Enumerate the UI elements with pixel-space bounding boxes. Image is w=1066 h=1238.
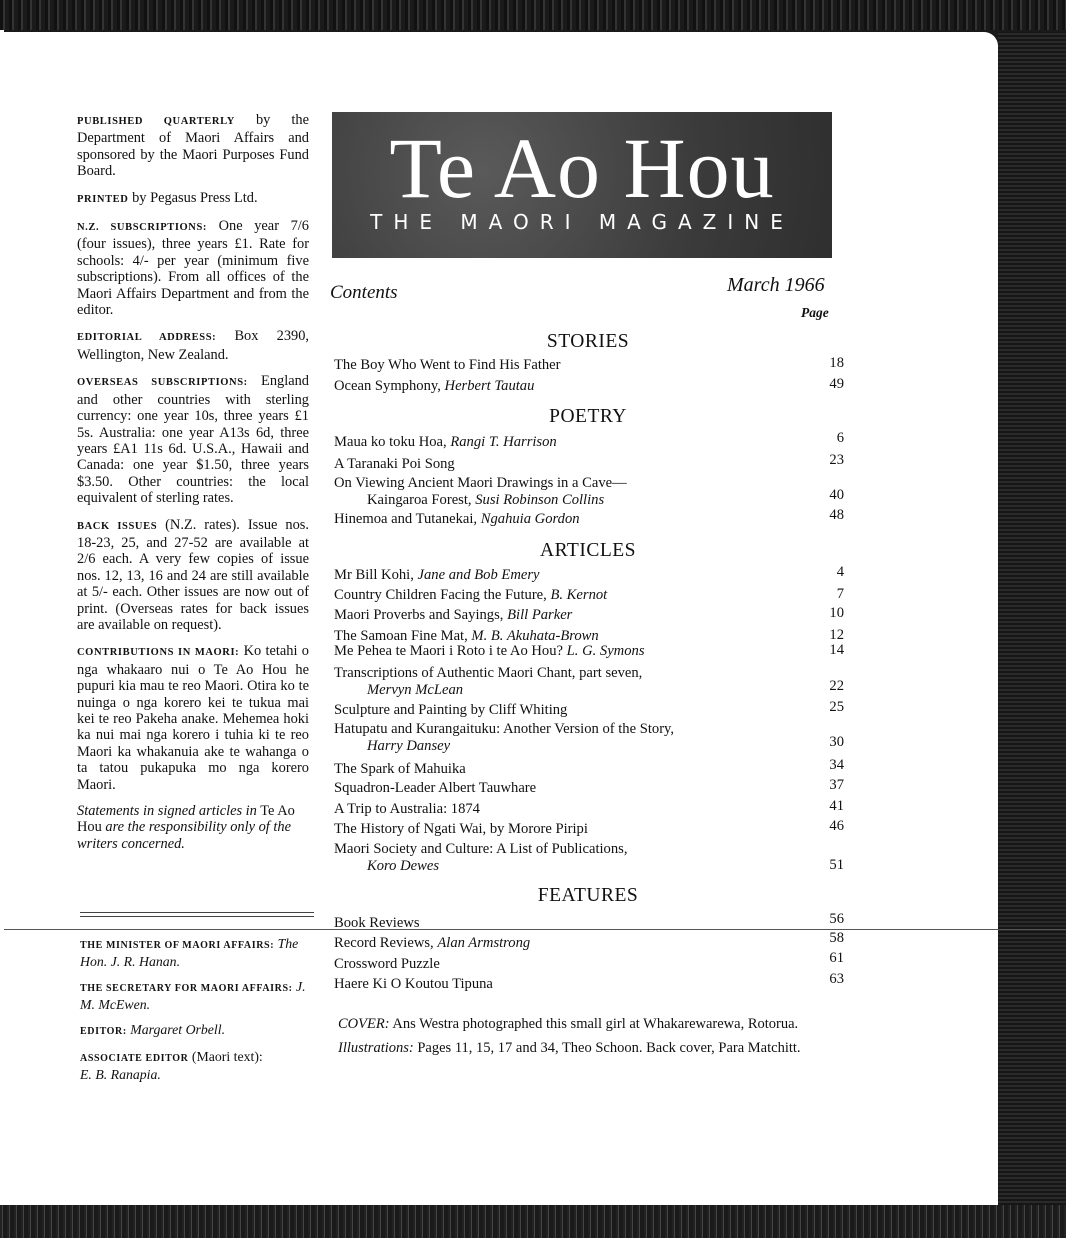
masthead-title: Te Ao Hou <box>389 120 775 216</box>
contributions-paragraph <box>77 643 309 793</box>
toc-entry-author: L. G. Symons <box>566 643 645 659</box>
toc-entry-page: 61 <box>829 950 844 966</box>
toc-entry-author: Herbert Tautau <box>444 378 535 394</box>
section-heading-poetry: POETRY <box>549 406 627 427</box>
toc-entry-author: Ngahuia Gordon <box>480 511 580 527</box>
toc-entry-title-line <box>334 434 774 451</box>
section-heading-articles: ARTICLES <box>540 540 636 561</box>
illustrations-text: Pages 11, 15, 17 and 34, Theo Schoon. Back cover, Para Matchitt. <box>417 1040 801 1056</box>
staff-credits <box>80 936 316 1092</box>
toc-entry <box>334 971 844 993</box>
toc-entry-author: Susi Robinson Collins <box>475 491 605 508</box>
toc-entry-page: 46 <box>829 818 844 834</box>
toc-entry <box>334 757 844 778</box>
toc-entry-page: 48 <box>829 507 844 523</box>
toc-entry-page: 23 <box>829 452 844 468</box>
toc-entry-page: 22 <box>829 678 844 694</box>
toc-entry-title: Record Reviews, <box>334 935 434 951</box>
issue-date: March 1966 <box>727 274 825 296</box>
overseas-subscriptions-label: OVERSEAS SUBSCRIPTIONS: <box>77 377 248 389</box>
masthead <box>332 112 832 258</box>
toc-entry-page: 40 <box>829 487 844 503</box>
toc-entry-title: Hinemoa and Tutanekai, <box>334 511 478 527</box>
toc-entry-title: The Samoan Fine Mat, <box>334 628 468 644</box>
associate-editor-line <box>80 1049 316 1083</box>
toc-entry-page: 49 <box>829 376 844 392</box>
toc-entry <box>334 430 844 451</box>
contributions-text: Ko tetahi o nga whakaaro nui o Te Ao Hou he pupuri kia mau te reo Maori. Otira ko te nuinga o nga korero kei te tukua mai kei te reo Pakeha anake. Mehemea hoki ka nui mai nga korero i tuhia ki te reo Maori ka whakanuia ake te wahanga o ta tatou pukapuka mo nga korero Maori. <box>77 643 309 793</box>
editorial-address-paragraph <box>77 328 309 363</box>
toc-entry-title: The Spark of Mahuika <box>334 761 466 777</box>
toc-entry <box>334 699 844 719</box>
toc-entry <box>334 587 844 604</box>
published-label: PUBLISHED QUARTERLY <box>77 116 235 127</box>
statement-paragraph <box>77 803 309 852</box>
editor-label: EDITOR: <box>80 1026 127 1037</box>
toc-entry-author: Harry Dansey <box>367 737 451 754</box>
toc-entry-page: 10 <box>829 605 844 621</box>
toc-entry <box>334 452 844 473</box>
toc-entry <box>334 798 844 818</box>
toc-entry-title: A Taranaki Poi Song <box>334 456 455 472</box>
toc-entry-page: 7 <box>836 586 844 602</box>
toc-entry-author: Jane and Bob Emery <box>417 567 540 583</box>
toc-entry-title-line <box>334 761 774 778</box>
overseas-subscriptions-text: England and other countries with sterling currency: one year 10s, three years £1 5s. Australia: one year A13s 6d, three years £A1 11s 6d. U.S.A., Hawaii and Canada: one year $1.50, three years $3.50. Other countries: the local equivalent of sterling rates. <box>77 373 309 507</box>
toc-entry-title: Ocean Symphony, <box>334 378 441 394</box>
toc-entry-title-line <box>334 587 774 604</box>
associate-editor-label: ASSOCIATE EDITOR <box>80 1053 189 1064</box>
toc-entry <box>334 607 844 624</box>
secretary-name: J. M. McEwen. <box>80 979 306 1012</box>
cover-text: Ans Westra photographed this small girl at Whakarewarewa, Rotorua. <box>392 1016 799 1032</box>
printed-paragraph <box>77 190 309 208</box>
toc-entry-title: The History of Ngati Wai, by Morore Piripi <box>334 821 588 837</box>
toc-entry <box>334 475 844 508</box>
toc-entry <box>334 564 844 584</box>
toc-entry <box>334 643 844 660</box>
published-text: by the Department of Maori Affairs and sponsored by the Maori Purposes Fund Board. <box>77 112 309 180</box>
toc-entry-title: Transcriptions of Authentic Maori Chant, part seven, <box>334 665 643 681</box>
cover-note <box>338 1016 848 1033</box>
toc-entry-page: 41 <box>829 798 844 814</box>
editor-name: Margaret Orbell. <box>130 1022 226 1037</box>
toc-entry <box>334 950 844 973</box>
toc-entry-title: The Boy Who Went to Find His Father <box>334 357 561 373</box>
publication-info-column <box>77 112 309 862</box>
toc-entry-title-line <box>334 357 774 374</box>
section-heading-stories: STORIES <box>546 331 630 352</box>
scan-border-right <box>998 32 1066 1205</box>
minister-label: THE MINISTER OF MAORI AFFAIRS: <box>80 940 275 951</box>
toc-entry-title: A Trip to Australia: 1874 <box>334 801 480 817</box>
toc-entry-title-line <box>334 511 774 528</box>
toc-entry-title-line <box>334 935 774 952</box>
toc-entry <box>334 911 844 932</box>
page-column-label: Page <box>801 305 829 320</box>
toc-entry-page: 30 <box>829 734 844 750</box>
toc-entry-title-line-2 <box>334 492 844 509</box>
back-issues-paragraph <box>77 517 309 634</box>
statement-part-3: are the responsibility only of the writers concerned. <box>77 819 291 852</box>
secretary-line <box>80 979 316 1013</box>
statement-part-1: Statements in signed articles in <box>77 803 257 820</box>
toc-entry <box>334 665 844 698</box>
toc-entry-title: Squadron-Leader Albert Tauwhare <box>334 780 537 796</box>
toc-entry-page: 51 <box>829 857 844 873</box>
toc-entry-title-line <box>334 915 774 932</box>
toc-entry-title: Crossword Puzzle <box>334 956 440 972</box>
statement-part-2: Te Ao Hou <box>77 803 295 836</box>
editor-line <box>80 1022 316 1040</box>
toc-entry-title-line <box>334 702 774 719</box>
toc-entry-title: Haere Ki O Koutou Tipuna <box>334 976 493 992</box>
toc-entry-title-line <box>334 456 774 473</box>
toc-entry <box>334 721 844 754</box>
toc-entry-title-line <box>334 780 774 797</box>
toc-entry <box>334 841 844 874</box>
cover-credits <box>338 1016 848 1064</box>
secretary-label: THE SECRETARY FOR MAORI AFFAIRS: <box>80 983 293 994</box>
toc-entry-title: Me Pehea te Maori i Roto i te Ao Hou? <box>334 643 563 659</box>
nz-subscriptions-paragraph <box>77 218 309 318</box>
toc-entry-page: 37 <box>829 777 844 793</box>
toc-entry-title: Maori Society and Culture: A List of Publications, <box>334 841 628 857</box>
toc-entry-title: Hatupatu and Kurangaituku: Another Version of the Story, <box>334 721 675 737</box>
toc-entry-title: Maua ko toku Hoa, <box>334 434 447 450</box>
toc-entry-page: 25 <box>829 699 844 715</box>
toc-entry-title-line <box>334 821 774 838</box>
toc-entry <box>334 930 844 952</box>
toc-entry-page: 58 <box>829 930 844 946</box>
toc-entry-author: B. Kernot <box>550 587 608 603</box>
toc-entry-page: 6 <box>836 430 844 446</box>
toc-entry <box>334 357 844 374</box>
toc-entry-title-line <box>334 607 774 624</box>
toc-entry-author: Mervyn McLean <box>367 681 464 698</box>
toc-entry <box>334 777 844 797</box>
toc-entry-title-line <box>334 378 774 395</box>
cover-label: COVER: <box>338 1016 390 1032</box>
printed-text: by Pegasus Press Ltd. <box>132 189 258 206</box>
toc-entry <box>334 507 844 528</box>
editorial-address-label: EDITORIAL ADDRESS: <box>77 332 217 344</box>
scan-border-bottom <box>0 1205 1066 1238</box>
toc-entry-title-line <box>334 976 774 993</box>
back-issues-label: BACK ISSUES <box>77 520 158 532</box>
printed-label: PRINTED <box>77 193 129 205</box>
toc-entry-author: Rangi T. Harrison <box>450 434 557 450</box>
toc-entry <box>334 818 844 838</box>
toc-entry-title-line <box>334 801 774 818</box>
illustrations-note <box>338 1040 848 1057</box>
contributions-label: CONTRIBUTIONS IN MAORI: <box>77 647 240 659</box>
masthead-subtitle: THE MAORI MAGAZINE <box>370 210 794 234</box>
nz-subscriptions-label: N.Z. SUBSCRIPTIONS: <box>77 222 207 234</box>
toc-entry-page: 63 <box>829 971 844 987</box>
toc-entry-author: Alan Armstrong <box>437 935 531 951</box>
toc-entry-page: 56 <box>829 911 844 927</box>
nz-subscriptions-text: One year 7/6 (four issues), three years £1. Rate for schools: 4/- per year (minimum five subscriptions). From all offices of the Maori Affairs Department and from the editor. <box>77 218 309 319</box>
scan-border-top <box>0 0 1066 30</box>
overseas-subscriptions-paragraph <box>77 373 309 506</box>
toc-entry <box>334 378 844 395</box>
toc-entry-page: 4 <box>836 564 844 580</box>
toc-entry-title-2: Kaingaroa Forest, <box>367 491 472 508</box>
toc-entry-page: 18 <box>829 355 844 371</box>
left-divider <box>80 912 314 917</box>
toc-entry-title-line <box>334 643 774 660</box>
toc-entry-page: 14 <box>829 642 844 658</box>
toc-entry-title: On Viewing Ancient Maori Drawings in a Cave— <box>334 475 627 491</box>
illustrations-label: Illustrations: <box>338 1040 414 1056</box>
published-paragraph <box>77 112 309 180</box>
toc-entry-title-line <box>334 567 774 584</box>
associate-editor-sub: (Maori text): <box>191 1049 263 1064</box>
toc-entry-title: Maori Proverbs and Sayings, <box>334 607 504 623</box>
section-heading-features: FEATURES <box>537 885 639 906</box>
toc-entry-author: Bill Parker <box>507 607 573 623</box>
contents-heading: Contents <box>330 282 398 303</box>
associate-editor-name: E. B. Ranapia. <box>80 1067 161 1082</box>
toc-entry-title: Country Children Facing the Future, <box>334 587 547 603</box>
toc-entry-title: Sculpture and Painting by Cliff Whiting <box>334 702 568 718</box>
toc-entry-author: M. B. Akuhata-Brown <box>471 628 599 644</box>
minister-name: The Hon. J. R. Hanan. <box>80 936 299 969</box>
minister-line <box>80 936 316 970</box>
toc-entry-title: Mr Bill Kohi, <box>334 567 414 583</box>
toc-entry-page: 34 <box>829 757 844 773</box>
toc-entry-title-line <box>334 956 774 973</box>
editorial-address-text: Box 2390, Wellington, New Zealand. <box>77 328 309 363</box>
toc-entry-author: Koro Dewes <box>367 857 440 874</box>
toc-entry-title: Book Reviews <box>334 915 420 931</box>
back-issues-text: (N.Z. rates). Issue nos. 18-23, 25, and 27-52 are available at 2/6 each. A very few copies of issue nos. 12, 13, 16 and 24 are still available at 5/- each. Other issues are now out of print. (Overseas rates for back issues are available on request). <box>77 516 309 633</box>
toc-entry-page: 12 <box>829 627 844 643</box>
